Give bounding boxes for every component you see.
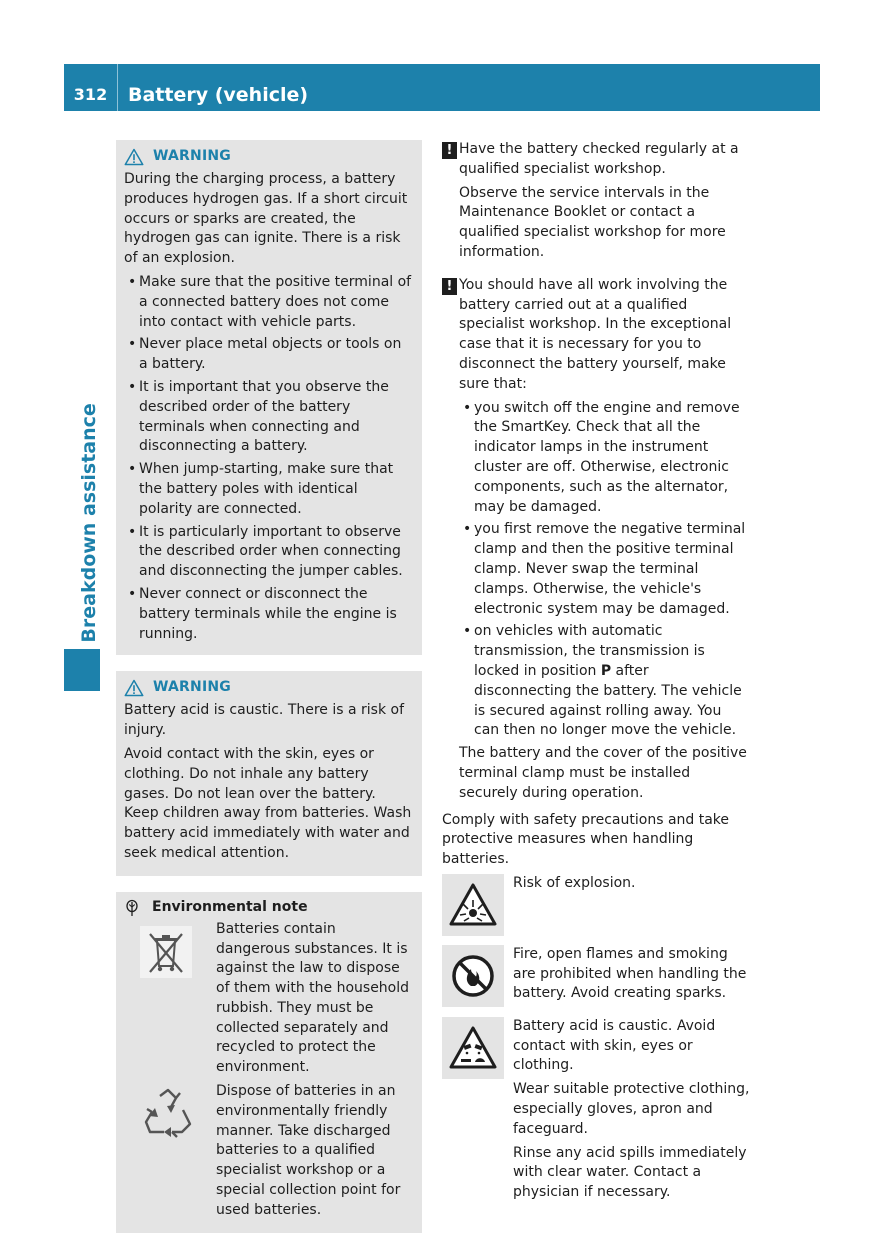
notice-block <box>442 276 750 808</box>
warning-box-acid <box>116 671 422 875</box>
list-item: • Make sure that the positive terminal of a connected battery does not come into contact with vehicle parts. <box>124 273 414 332</box>
notice-block <box>442 140 750 267</box>
environmental-note-title: Environmental note <box>124 896 414 920</box>
safety-symbol-row <box>442 874 750 936</box>
warning-triangle-icon <box>124 148 144 166</box>
safety-symbol-text: Fire, open flames and smoking are prohibited when handling the battery. Avoid creating sparks. <box>513 945 747 1002</box>
left-column <box>116 140 422 1233</box>
environmental-note-text: Batteries contain dangerous substances. It is against the law to dispose of them with the household rubbish. They must be collected separately and recycled to protect the environment. <box>216 920 410 1076</box>
safety-symbol-text: Risk of explosion. <box>513 874 636 891</box>
list-item: • on vehicles with automatic transmission, the transmission is locked in position P after disconnecting the battery. The vehicle is secured against rolling away. You can then no longer move the vehicle. <box>459 622 750 741</box>
safety-symbol-text: Rinse any acid spills immediately with clear water. Contact a physician if necessary. <box>513 1144 747 1201</box>
notice-bullet-list <box>459 399 750 742</box>
section-side-label-text: Breakdown assistance <box>78 402 101 643</box>
safety-symbol-text: Wear suitable protective clothing, especially gloves, apron and faceguard. <box>513 1081 750 1137</box>
warning-line: Avoid contact with the skin, eyes or clothing. Do not inhale any battery gases. Do not lean over the battery. Keep children away from batteries. Wash battery acid immediately with water and seek medical attention. <box>124 745 412 861</box>
warning-intro: During the charging process, a battery produces hydrogen gas. If a short circuit occurs or sparks are created, the hydrogen gas can ignite. There is a risk of an explosion. <box>124 171 408 267</box>
right-column <box>442 140 750 1207</box>
page-number: 312 <box>64 64 118 111</box>
safety-symbol-row <box>442 1017 750 1207</box>
recycling-icon <box>138 1086 198 1142</box>
exclamation-icon: ! <box>442 278 457 295</box>
list-item: • you switch off the engine and remove the SmartKey. Check that all the indicator lamps in the instrument cluster are off. Otherwise, electronic components, such as the alternator, may be damaged. <box>459 399 750 518</box>
page-header <box>64 64 820 111</box>
crossed-out-bin-icon <box>138 924 194 980</box>
notice-text: The battery and the cover of the positive terminal clamp must be installed securely during operation. <box>459 745 747 801</box>
warning-title: WARNING <box>124 144 414 170</box>
environmental-note-box <box>116 892 422 1233</box>
environmental-note-text: Dispose of batteries in an environmentally friendly manner. Take discharged batteries to a qualified specialist workshop or a special collection point for used batteries. <box>216 1083 401 1218</box>
explosion-warning-icon <box>448 882 498 928</box>
list-item: • Never place metal objects or tools on a battery. <box>124 335 414 375</box>
no-open-flame-icon <box>450 953 496 999</box>
warning-title: WARNING <box>124 675 414 701</box>
environmental-note-item <box>124 920 414 1078</box>
section-side-label <box>68 400 112 645</box>
notice-text: Observe the service intervals in the Maintenance Booklet or contact a qualified specialist workshop for more information. <box>459 184 726 260</box>
warning-line: Battery acid is caustic. There is a risk of injury. <box>124 702 405 739</box>
warning-triangle-icon <box>124 679 144 697</box>
notice-text: Have the battery checked regularly at a qualified specialist workshop. <box>459 141 739 177</box>
safety-intro: Comply with safety precautions and take protective measures when handling batteries. <box>442 811 730 868</box>
list-item: • Never connect or disconnect the battery terminals while the engine is running. <box>124 585 414 644</box>
list-item: • It is important that you observe the described order of the battery terminals when connecting and disconnecting a battery. <box>124 378 414 457</box>
list-item: • When jump-starting, make sure that the battery poles with identical polarity are connected. <box>124 460 414 519</box>
notice-text: You should have all work involving the battery carried out at a qualified specialist workshop. In the exceptional case that it is necessary for you to disconnect the battery yourself, make sure that: <box>459 276 732 392</box>
safety-symbol-row <box>442 945 750 1007</box>
gear-position-label: P <box>600 662 612 679</box>
warning-bullet-list <box>124 273 414 644</box>
safety-symbol-text: Battery acid is caustic. Avoid contact with skin, eyes or clothing. <box>513 1017 716 1074</box>
leaf-icon <box>124 899 140 917</box>
exclamation-icon: ! <box>442 142 457 159</box>
list-item: • you first remove the negative terminal clamp and then the positive terminal clamp. Never swap the terminal clamps. Otherwise, the vehicle's electronic system may be damaged. <box>459 520 750 619</box>
list-item: • It is particularly important to observe the described order when connecting and disconnecting the jumper cables. <box>124 523 414 582</box>
page-title: Battery (vehicle) <box>128 84 309 106</box>
warning-box-charging <box>116 140 422 655</box>
section-thumb-tab <box>64 649 100 691</box>
corrosive-warning-icon <box>448 1025 498 1071</box>
